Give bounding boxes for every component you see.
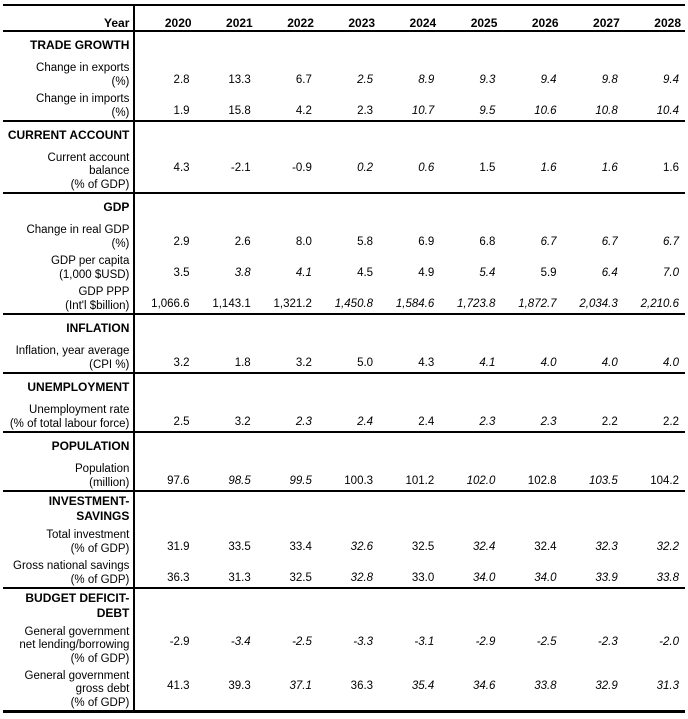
value-cell-2025: 1,723.8 (440, 282, 501, 314)
value-cell-2024: 2.4 (379, 400, 440, 432)
value-cell-2020: -2.9 (169, 635, 190, 648)
value-cell-2027: 103.5 (563, 459, 624, 491)
table-row (3, 282, 685, 314)
row-label (3, 666, 134, 712)
empty-cell (624, 121, 685, 148)
value-cell-2022: 2.3 (257, 400, 318, 432)
value-cell-2023: -3.3 (353, 635, 374, 648)
value-cell-2020: 4.3 (134, 148, 195, 193)
value-cell-2027: 6.4 (601, 266, 618, 279)
empty-cell (257, 491, 318, 525)
value-cell-2024: 101.2 (379, 459, 440, 491)
row-label-line: Gross national savings (13, 560, 130, 572)
section-header-row (3, 121, 685, 148)
section-title-line: POPULATION (51, 439, 130, 454)
empty-cell (440, 432, 501, 459)
value-cell-2027: 10.8 (563, 89, 624, 121)
row-label-line: Change in imports (36, 93, 130, 105)
row-label-line: GDP per capita (50, 255, 130, 267)
value-cell-2027: 33.9 (563, 556, 624, 588)
row-label-line: Population (75, 463, 130, 475)
section-title (3, 588, 134, 622)
row-label-line: General government (24, 669, 130, 682)
empty-cell (318, 373, 379, 400)
value-cell-2020: 2.5 (134, 400, 195, 432)
value-cell-2025: 1.5 (440, 148, 501, 193)
value-cell-2025: 5.4 (479, 266, 496, 279)
value-cell-2021: 31.3 (196, 556, 257, 588)
section-title-line: CURRENT ACCOUNT (7, 128, 130, 143)
value-cell-2022: 4.2 (257, 89, 318, 121)
row-label (3, 400, 134, 432)
value-cell-2022: 32.5 (257, 556, 318, 588)
empty-cell (257, 588, 318, 622)
value-cell-2026: 34.0 (501, 556, 562, 588)
value-cell-2021: 33.5 (228, 540, 251, 553)
economic-indicators-table (3, 4, 685, 713)
row-label-line: (%) (111, 237, 130, 250)
table-row (3, 58, 685, 89)
empty-cell (196, 373, 257, 400)
value-cell-2022: -2.5 (292, 635, 312, 648)
section-title-line: DEBT (96, 606, 130, 620)
row-label-line: (Int'l $billion) (65, 299, 130, 312)
empty-cell (440, 491, 501, 525)
empty-cell (501, 193, 562, 220)
row-label-line: Change in exports (36, 62, 130, 74)
value-cell-2026: 1.6 (501, 148, 562, 193)
value-cell-2024: 4.3 (379, 341, 440, 373)
value-cell-2022: 1,321.2 (257, 282, 318, 314)
value-cell-2026: 32.4 (534, 540, 557, 553)
row-label-line: balance (89, 165, 130, 177)
value-cell-2025: 32.4 (473, 540, 496, 553)
value-cell-2024: 1,584.6 (379, 282, 440, 314)
section-header-row (3, 373, 685, 400)
value-cell-2026: 6.7 (540, 235, 557, 248)
row-label-line: Change in real GDP (26, 224, 130, 236)
value-cell-2023: 100.3 (318, 459, 379, 491)
value-cell-2022: 3.2 (257, 341, 318, 373)
value-cell-2020: 1.9 (134, 89, 195, 121)
section-title-line: UNEMPLOYMENT (27, 380, 130, 395)
row-label-line: gross debt (75, 683, 130, 695)
row-label (3, 556, 134, 588)
table-row (3, 525, 685, 556)
value-cell-2025: 2.3 (440, 400, 501, 432)
value-cell-2020: 3.5 (173, 266, 190, 279)
empty-cell (318, 31, 379, 58)
empty-cell (379, 373, 440, 400)
row-label (3, 58, 134, 89)
value-cell-2025: 6.8 (479, 235, 496, 248)
empty-cell (440, 121, 501, 148)
section-header-row (3, 193, 685, 220)
empty-cell (440, 193, 501, 220)
empty-cell (134, 373, 195, 400)
value-cell-2022: -0.9 (257, 148, 318, 193)
empty-cell (257, 31, 318, 58)
value-cell-2024: 33.0 (379, 556, 440, 588)
year-2022-header: 2022 (257, 5, 318, 31)
value-cell-2024: -3.1 (414, 635, 435, 648)
empty-cell (196, 588, 257, 622)
row-label-line: (%) (111, 75, 130, 88)
row-label-line: (million) (89, 476, 130, 489)
table-body (3, 31, 685, 712)
empty-cell (257, 193, 318, 220)
row-label-line: Inflation, year average (15, 345, 130, 357)
row-label-line: (% of GDP) (70, 573, 130, 586)
empty-cell (196, 314, 257, 341)
year-2027-header: 2027 (563, 5, 624, 31)
row-label (3, 282, 134, 314)
row-label-line: net lending/borrowing (19, 639, 130, 651)
value-cell-2026: -2.5 (536, 635, 557, 648)
empty-cell (379, 432, 440, 459)
empty-cell (501, 588, 562, 622)
empty-cell (624, 193, 685, 220)
value-cell-2028: 2,210.6 (624, 282, 685, 314)
value-cell-2020: 2.8 (173, 73, 190, 86)
empty-cell (501, 432, 562, 459)
value-cell-2023: 2.4 (318, 400, 379, 432)
value-cell-2024: 8.9 (418, 73, 435, 86)
value-cell-2020: 97.6 (134, 459, 195, 491)
value-cell-2020: 1,066.6 (134, 282, 195, 314)
table-row (3, 459, 685, 491)
section-header-row (3, 491, 685, 525)
year-2021-header: 2021 (196, 5, 257, 31)
table-row (3, 148, 685, 193)
empty-cell (379, 314, 440, 341)
row-label (3, 251, 134, 282)
year-2024-header: 2024 (379, 5, 440, 31)
value-cell-2021: 2.6 (234, 235, 251, 248)
empty-cell (624, 31, 685, 58)
value-cell-2020: 41.3 (134, 666, 195, 712)
empty-cell (624, 432, 685, 459)
empty-cell (563, 193, 624, 220)
year-2025-header: 2025 (440, 5, 501, 31)
value-cell-2023: 4.5 (357, 266, 374, 279)
empty-cell (196, 491, 257, 525)
empty-cell (563, 314, 624, 341)
table-row (3, 400, 685, 432)
section-title-line: INFLATION (66, 321, 130, 336)
value-cell-2023: 32.8 (318, 556, 379, 588)
empty-cell (134, 491, 195, 525)
empty-cell (379, 31, 440, 58)
value-cell-2024: 35.4 (379, 666, 440, 712)
section-header-row (3, 432, 685, 459)
value-cell-2027: 32.9 (563, 666, 624, 712)
empty-cell (134, 31, 195, 58)
value-cell-2021: 3.2 (196, 400, 257, 432)
section-title (3, 314, 134, 341)
table-row (3, 622, 685, 666)
value-cell-2026: 2.3 (501, 400, 562, 432)
value-cell-2021: 98.5 (196, 459, 257, 491)
value-cell-2026: 10.6 (501, 89, 562, 121)
empty-cell (501, 373, 562, 400)
value-cell-2025: 34.0 (440, 556, 501, 588)
empty-cell (134, 432, 195, 459)
value-cell-2024: 0.6 (379, 148, 440, 193)
year-2026-header: 2026 (501, 5, 562, 31)
row-label-line: (% of GDP) (70, 696, 130, 709)
empty-cell (134, 588, 195, 622)
value-cell-2023: 36.3 (318, 666, 379, 712)
value-cell-2028: 6.7 (663, 235, 679, 248)
empty-cell (501, 314, 562, 341)
header-row (3, 5, 685, 31)
section-title (3, 121, 134, 148)
section-title (3, 373, 134, 400)
value-cell-2028: 104.2 (624, 459, 685, 491)
value-cell-2020: 2.9 (173, 235, 190, 248)
empty-cell (563, 121, 624, 148)
value-cell-2023: 1,450.8 (318, 282, 379, 314)
value-cell-2028: 31.3 (624, 666, 685, 712)
value-cell-2027: 4.0 (563, 341, 624, 373)
table-row (3, 89, 685, 121)
value-cell-2022: 99.5 (257, 459, 318, 491)
value-cell-2025: 34.6 (440, 666, 501, 712)
row-label-line: (CPI %) (89, 358, 130, 371)
empty-cell (257, 121, 318, 148)
row-label-line: GDP PPP (78, 286, 130, 298)
row-label-line: (%) (111, 106, 130, 119)
section-title (3, 432, 134, 459)
value-cell-2028: 9.4 (663, 73, 679, 86)
value-cell-2028: 33.8 (624, 556, 685, 588)
empty-cell (440, 314, 501, 341)
empty-cell (134, 193, 195, 220)
value-cell-2024: 4.9 (418, 266, 435, 279)
value-cell-2027: 2,034.3 (563, 282, 624, 314)
value-cell-2020: 36.3 (134, 556, 195, 588)
section-title-line: SAVINGS (76, 509, 130, 523)
row-label-line: (% of GDP) (70, 652, 130, 665)
value-cell-2027: 1.6 (563, 148, 624, 193)
value-cell-2022: 4.1 (295, 266, 312, 279)
empty-cell (440, 31, 501, 58)
year-2020-header: 2020 (134, 5, 195, 31)
empty-cell (563, 588, 624, 622)
row-label-line: Unemployment rate (29, 404, 130, 416)
row-label (3, 459, 134, 491)
row-label-line: (% of GDP) (70, 542, 130, 555)
empty-cell (501, 31, 562, 58)
section-header-row (3, 588, 685, 622)
empty-cell (501, 491, 562, 525)
empty-cell (379, 588, 440, 622)
empty-cell (134, 314, 195, 341)
empty-cell (257, 432, 318, 459)
row-label (3, 89, 134, 121)
section-title (3, 491, 134, 525)
empty-cell (624, 491, 685, 525)
empty-cell (563, 31, 624, 58)
value-cell-2023: 2.3 (318, 89, 379, 121)
empty-cell (379, 193, 440, 220)
empty-cell (440, 373, 501, 400)
value-cell-2022: 6.7 (295, 73, 312, 86)
value-cell-2028: 10.4 (624, 89, 685, 121)
value-cell-2026: 4.0 (501, 341, 562, 373)
value-cell-2028: 2.2 (624, 400, 685, 432)
row-label-line: Current account (47, 151, 130, 164)
empty-cell (624, 373, 685, 400)
empty-cell (440, 588, 501, 622)
row-label-line: (1,000 $USD) (59, 268, 130, 281)
empty-cell (501, 121, 562, 148)
section-title (3, 31, 134, 58)
value-cell-2026: 102.8 (501, 459, 562, 491)
value-cell-2024: 6.9 (418, 235, 435, 248)
empty-cell (318, 491, 379, 525)
value-cell-2021: -2.1 (196, 148, 257, 193)
value-cell-2025: 9.3 (479, 73, 496, 86)
value-cell-2027: -2.3 (597, 635, 618, 648)
section-title-line: BUDGET DEFICIT- (25, 591, 130, 605)
value-cell-2023: 0.2 (318, 148, 379, 193)
value-cell-2025: 9.5 (440, 89, 501, 121)
empty-cell (134, 121, 195, 148)
value-cell-2021: 1,143.1 (196, 282, 257, 314)
value-cell-2024: 32.5 (411, 540, 435, 553)
empty-cell (318, 314, 379, 341)
value-cell-2020: 3.2 (134, 341, 195, 373)
value-cell-2022: 37.1 (257, 666, 318, 712)
value-cell-2023: 32.6 (350, 540, 374, 553)
empty-cell (624, 314, 685, 341)
empty-cell (318, 588, 379, 622)
table-row (3, 666, 685, 712)
value-cell-2021: 15.8 (196, 89, 257, 121)
row-label (3, 525, 134, 556)
value-cell-2021: 39.3 (196, 666, 257, 712)
row-label (3, 220, 134, 251)
value-cell-2025: -2.9 (475, 635, 496, 648)
value-cell-2020: 31.9 (167, 540, 190, 553)
table-row (3, 556, 685, 588)
year-2023-header: 2023 (318, 5, 379, 31)
empty-cell (196, 193, 257, 220)
empty-cell (379, 491, 440, 525)
value-cell-2028: 32.2 (656, 540, 679, 553)
row-label-line: (% of GDP) (70, 178, 130, 191)
row-label (3, 148, 134, 193)
row-label-line: (% of total labour force) (9, 417, 130, 430)
empty-cell (257, 373, 318, 400)
value-cell-2027: 2.2 (563, 400, 624, 432)
value-cell-2025: 102.0 (440, 459, 501, 491)
section-header-row (3, 31, 685, 58)
value-cell-2027: 6.7 (601, 235, 618, 248)
value-cell-2028: 7.0 (663, 266, 679, 279)
section-title-line: GDP (103, 200, 130, 215)
value-cell-2028: 4.0 (624, 341, 685, 373)
section-title (3, 193, 134, 220)
empty-cell (318, 121, 379, 148)
empty-cell (318, 432, 379, 459)
value-cell-2028: -2.0 (659, 635, 679, 648)
value-cell-2027: 9.8 (601, 73, 618, 86)
empty-cell (563, 432, 624, 459)
empty-cell (196, 31, 257, 58)
row-label-line: General government (24, 625, 130, 638)
empty-cell (257, 314, 318, 341)
value-cell-2023: 5.0 (318, 341, 379, 373)
year-2028-header: 2028 (624, 5, 685, 31)
value-cell-2021: -3.4 (230, 635, 251, 648)
value-cell-2027: 32.3 (595, 540, 618, 553)
empty-cell (563, 491, 624, 525)
value-cell-2028: 1.6 (624, 148, 685, 193)
section-header-row (3, 314, 685, 341)
value-cell-2023: 5.8 (357, 235, 374, 248)
empty-cell (196, 121, 257, 148)
empty-cell (318, 193, 379, 220)
section-title-line: TRADE GROWTH (30, 38, 130, 53)
empty-cell (379, 121, 440, 148)
empty-cell (624, 588, 685, 622)
value-cell-2021: 1.8 (196, 341, 257, 373)
empty-cell (196, 432, 257, 459)
section-title-line: INVESTMENT- (48, 494, 130, 508)
value-cell-2023: 2.5 (357, 73, 374, 86)
value-cell-2026: 1,872.7 (501, 282, 562, 314)
value-cell-2021: 13.3 (228, 73, 251, 86)
row-label-line: Total investment (46, 529, 130, 541)
empty-cell (563, 373, 624, 400)
value-cell-2025: 4.1 (440, 341, 501, 373)
row-label (3, 341, 134, 373)
value-cell-2026: 9.4 (540, 73, 557, 86)
value-cell-2021: 3.8 (234, 266, 251, 279)
value-cell-2024: 10.7 (379, 89, 440, 121)
value-cell-2026: 5.9 (540, 266, 557, 279)
value-cell-2022: 8.0 (295, 235, 312, 248)
year-column-header: Year (3, 5, 134, 31)
row-label (3, 622, 134, 666)
value-cell-2022: 33.4 (289, 540, 312, 553)
table-row (3, 341, 685, 373)
table-row (3, 220, 685, 251)
value-cell-2026: 33.8 (501, 666, 562, 712)
table-row (3, 251, 685, 282)
